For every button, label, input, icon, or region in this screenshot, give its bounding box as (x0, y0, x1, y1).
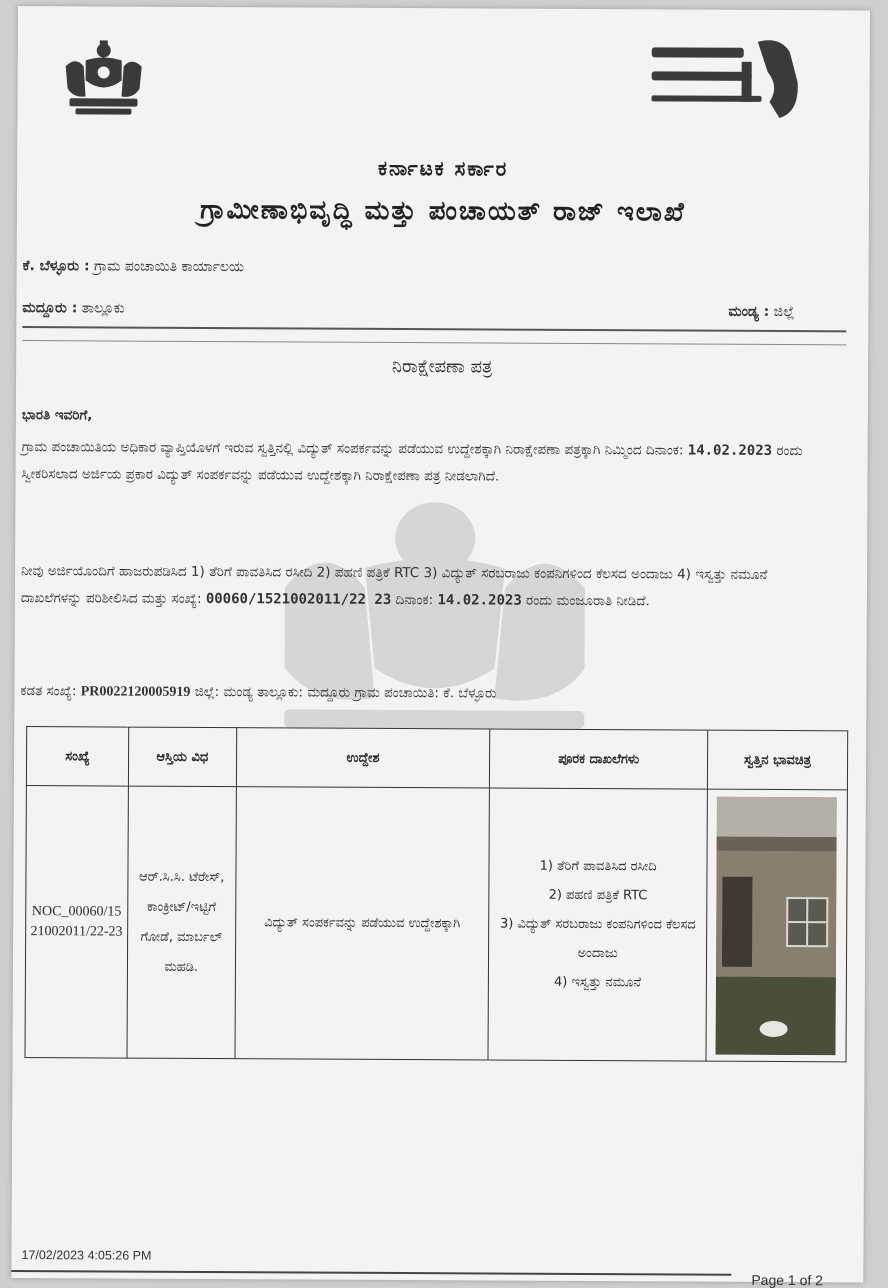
property-type: ಆರ್.ಸಿ.ಸಿ. ಟೆರೇಸ್, ಕಾಂಕ್ರೀಟ್/ಇಟ್ಟಿಗೆ ಗೋಡೆ, ಮಾರ್ಬಲ್ ಮಹಡಿ. (127, 786, 236, 1059)
taluk-line (22, 300, 124, 317)
column-header: ಆಸ್ತಿಯ ವಿಧ (128, 727, 236, 787)
district-value: ಜಿಲ್ಲೆ (774, 304, 795, 320)
column-header: ಸಂಖ್ಯೆ (26, 727, 128, 787)
document-item: 1) ತೆರಿಗೆ ಪಾವತಿಸಿದ ರಸೀದಿ (494, 852, 703, 882)
para1-text-b: ರಂದು ಸ್ವೀಕರಿಸಲಾದ ಅರ್ಜಿಯ ಪ್ರಕಾರ ವಿದ್ಯುತ್ ಸಂಪರ್ಕವನ್ನು ಪಡೆಯುವ ಉದ್ದೇಶಕ್ಕಾಗಿ ನಿರಾಕ್ಷೇಪಣಾ ಪತ್ರ ನೀಡಲಾಗಿದೆ. (22, 443, 803, 485)
government-emblem-icon (55, 36, 151, 123)
column-header: ಉದ್ದೇಶ (236, 728, 490, 788)
para2-text-c: ರಂದು ಮಂಜೂರಾತಿ ನೀಡಿದೆ. (526, 593, 650, 610)
purpose: ವಿದ್ಯುತ್ ಸಂಪರ್ಕವನ್ನು ಪಡೆಯುವ ಉದ್ದೇಶಕ್ಕಾಗಿ (235, 787, 490, 1060)
government-title: ಕರ್ನಾಟಕ ಸರ್ಕಾರ (17, 154, 869, 182)
office-label: ಕೆ. ಬೆಳ್ಳೂರು : (23, 258, 90, 274)
paragraph-2 (21, 558, 831, 616)
file-location: ಜಿಲ್ಲೆ: ಮಂಡ್ಯ ತಾಲ್ಲೂಕು: ಮದ್ದೂರು ಗ್ರಾಮ ಪಂಚಾಯಿತಿ: ಕೆ. ಬೆಳ್ಳೂರು (195, 684, 497, 702)
para1-text-a: ಗ್ರಾಮ ಪಂಚಾಯಿತಿಯ ಅಧಿಕಾರ ವ್ಯಾಪ್ತಿಯೊಳಗೆ ಇರುವ ಸ್ವತ್ತಿನಲ್ಲಿ ವಿದ್ಯುತ್ ಸಂಪರ್ಕವನ್ನು ಪಡೆಯುವ ಉದ್ದೇಶಕ್ಕಾಗಿ ನಿರಾಕ್ಷೇಪಣಾ ಪತ್ರಕ್ಕಾಗಿ ನಿಮ್ಮಿಂದ ದಿನಾಂಕ: (22, 439, 684, 458)
table-header-row (26, 727, 847, 790)
para2-date: 14.02.2023 (437, 592, 521, 608)
page-number: Page 1 of 2 (751, 1272, 823, 1288)
property-photo (716, 796, 837, 1055)
panchayat-raj-logo-icon (629, 31, 810, 128)
table-row (25, 786, 847, 1062)
taluk-value: ತಾಲ್ಲೂಕು (82, 300, 125, 316)
district-line (728, 304, 794, 320)
noc-table (24, 726, 848, 1062)
document-item: 3) ವಿದ್ಯುತ್ ಸರಬರಾಜು ಕಂಪನಿಗಳಿಂದ ಕೆಲಸದ ಅಂದಾಜು (493, 910, 702, 969)
noc-number: NOC_00060/1521002011/22-23 (25, 786, 128, 1059)
supporting-documents (488, 788, 707, 1061)
para1-date: 14.02.2023 (688, 443, 772, 459)
property-photo-cell (706, 789, 847, 1062)
document-title: ನಿರಾಕ್ಷೇಪಣಾ ಪತ್ರ (16, 354, 868, 379)
taluk-label: ಮದ್ದೂರು : (22, 300, 77, 316)
para2-number: 00060/1521002011/22 23 (206, 591, 392, 608)
office-line (23, 258, 244, 275)
file-number: PR0022120005919 (81, 684, 191, 700)
file-number-line (20, 678, 830, 709)
district-label: ಮಂಡ್ಯ : (728, 304, 769, 320)
file-label: ಕಡತ ಸಂಖ್ಯೆ: (20, 683, 76, 699)
office-value: ಗ್ರಾಮ ಪಂಚಾಯಿತಿ ಕಾರ್ಯಾಲಯ (94, 258, 244, 275)
document-item: 4) ಇಸ್ವತ್ತು ನಮೂನೆ (493, 968, 702, 998)
department-title: ಗ್ರಾಮೀಣಾಭಿವೃದ್ಧಿ ಮತ್ತು ಪಂಚಾಯತ್ ರಾಜ್ ಇಲಾಖೆ (17, 194, 869, 229)
paragraph-1 (21, 434, 831, 492)
para2-text-a: ನೀವು ಅರ್ಜಿಯೊಂದಿಗೆ ಹಾಜರುಪಡಿಸಿದ 1) ತೆರಿಗೆ ಪಾವತಿಸಿದ ರಸೀದಿ 2) ಪಹಣಿ ಪತ್ರಿಕೆ RTC 3) ವಿದ್ಯುತ್ ಸರಬರಾಜು ಕಂಪನಿಗಳಿಂದ ಕೆಲಸದ ಅಂದಾಜು 4) ಇಸ್ವತ್ತು ನಮೂನೆ ದಾಖಲೆಗಳನ್ನು ಪರಿಶೀಲಿಸಿದ ಮತ್ತು ಸಂಖ್ಯೆ: (21, 563, 768, 607)
document-page (11, 6, 870, 1282)
column-header: ಪೂರಕ ದಾಖಲೆಗಳು (490, 729, 708, 789)
para2-text-b: ದಿನಾಂಕ: (396, 592, 434, 608)
header-rule-thin (22, 340, 846, 345)
print-timestamp: 17/02/2023 4:05:26 PM (21, 1248, 151, 1263)
column-header: ಸ್ವತ್ತಿನ ಭಾವಚಿತ್ರ (707, 730, 847, 790)
document-item: 2) ಪಹಣಿ ಪತ್ರಿಕೆ RTC (494, 881, 703, 911)
salutation: ಭಾರತಿ ಇವರಿಗೆ, (22, 402, 832, 433)
footer-rule (11, 1270, 731, 1276)
header-rule (22, 326, 846, 332)
